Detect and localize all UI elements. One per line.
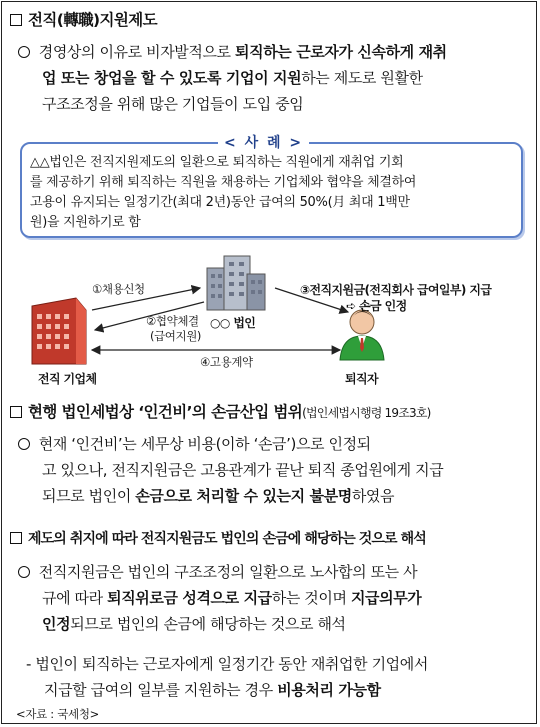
source-note: <자료 : 국세청> <box>16 707 100 721</box>
label-recruit: ①채용신청 <box>92 282 145 296</box>
section2-line-2: 고 있으나, 전직지원금은 고용관계가 끝난 퇴직 종업원에게 지급 <box>42 461 444 479</box>
section1-line-3: 구조조정을 위해 많은 기업들이 도입 중임 <box>42 95 304 113</box>
case-line-1: △△법인은 전직지원제도의 일환으로 퇴직하는 직원에게 재취업 기회 <box>30 155 404 170</box>
section3-line-2: 규에 따라 퇴직위로금 성격으로 지급하는 것이며 지급의무가 <box>42 589 422 607</box>
circle-bullet-icon <box>18 46 30 58</box>
circle-bullet-icon <box>18 566 30 578</box>
case-line-4: 원)을 지원하기로 함 <box>30 215 141 230</box>
retiree-person-icon <box>340 310 384 360</box>
section3-line-1: 전직지원금은 법인의 구조조정의 일환으로 노사합의 또는 사 <box>18 560 417 584</box>
checkbox-square-icon <box>10 532 22 544</box>
checkbox-square-icon <box>10 14 22 26</box>
label-agreement-sub: (급여지원) <box>150 329 202 343</box>
label-company: 전직 기업체 <box>38 372 97 386</box>
case-line-3: 고용이 유지되는 일정기간(최대 2년)동안 급여의 50%(月 최대 1백만 <box>30 195 410 210</box>
section1-line-1: 경영상의 이유로 비자발적으로 퇴직하는 근로자가 신속하게 재취 <box>18 40 447 64</box>
section3-dash-line-1: - 법인이 퇴직하는 근로자에게 일정기간 동안 재취업한 기업에서 <box>26 655 428 673</box>
company-building-icon <box>32 298 86 364</box>
label-payment: ③전직지원금(전직회사 급여일부) 지급 <box>300 283 492 297</box>
flow-diagram <box>0 248 540 388</box>
label-employment: ④고용계약 <box>200 355 253 369</box>
case-line-2: 를 제공하기 위해 퇴직하는 직원을 채용하는 기업체와 협약을 체결하여 <box>30 175 417 190</box>
corp-building-icon <box>207 256 265 310</box>
section3-title: 제도의 취지에 따라 전직지원금도 법인의 손금에 해당하는 것으로 해석 <box>10 528 426 548</box>
section2-line-3: 되므로 법인이 손금으로 처리할 수 있는지 불분명하였음 <box>42 487 395 505</box>
label-corp: ○○ 법인 <box>210 316 256 330</box>
case-title: < 사 례 > <box>218 132 309 152</box>
section2-title: 현행 법인세법상 ‘인건비’의 손금산입 범위(법인세법시행령 19조3호) <box>10 400 431 422</box>
circle-bullet-icon <box>18 438 30 450</box>
section1-title: 전직(轉職)지원제도 <box>10 8 157 30</box>
checkbox-square-icon <box>10 406 22 418</box>
label-agreement: ②협약체결 <box>146 314 199 328</box>
section3-dash-line-2: 지급할 급여의 일부를 지원하는 경우 비용처리 가능함 <box>44 681 381 699</box>
section1-line-2: 업 또는 창업을 할 수 있도록 기업이 지원하는 제도로 원활한 <box>42 69 423 87</box>
section3-line-3: 인정되므로 법인의 손금에 해당하는 것으로 해석 <box>42 615 346 633</box>
label-retiree: 퇴직자 <box>345 372 378 386</box>
label-deductible: ➪ 손금 인정 <box>346 299 407 313</box>
section2-line-1: 현재 ‘인건비’는 세무상 비용(이하 ‘손금’)으로 인정되 <box>18 432 371 456</box>
